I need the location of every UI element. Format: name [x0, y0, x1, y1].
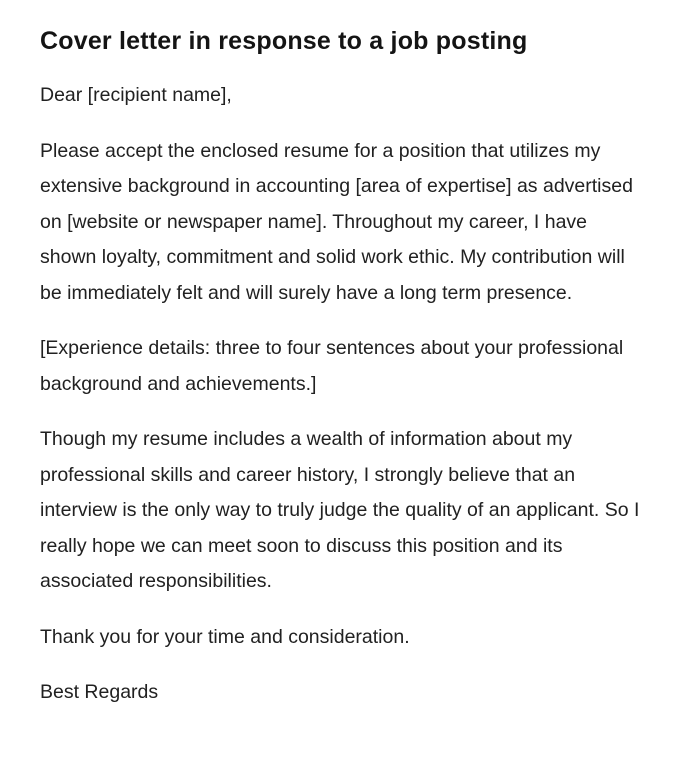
paragraph-thanks: Thank you for your time and consideration.: [40, 625, 410, 648]
page-title: Cover letter in response to a job posting: [40, 27, 528, 55]
paragraph-intro: Please accept the enclosed resume for a position that utilizes my extensive background in accounting [area of expertise] as advertised on [website or newspaper name]. Throughout my career, I have shown loyalty, commitment and solid work ethic. My contribution will be immediately felt and will surely have a long term presence.: [40, 139, 633, 304]
salutation: Dear [recipient name],: [40, 84, 232, 106]
letter-body: [40, 78, 642, 711]
paragraph-experience-placeholder: [Experience details: three to four sentences about your professional background and achievements.]: [40, 337, 624, 395]
paragraph-interview-request: Though my resume includes a wealth of information about my professional skills and career history, I strongly believe that an interview is the only way to truly judge the quality of an applicant. So I really hope we can meet soon to discuss this position and its associated responsibilities.: [40, 428, 640, 592]
signoff: Best Regards: [40, 681, 159, 703]
